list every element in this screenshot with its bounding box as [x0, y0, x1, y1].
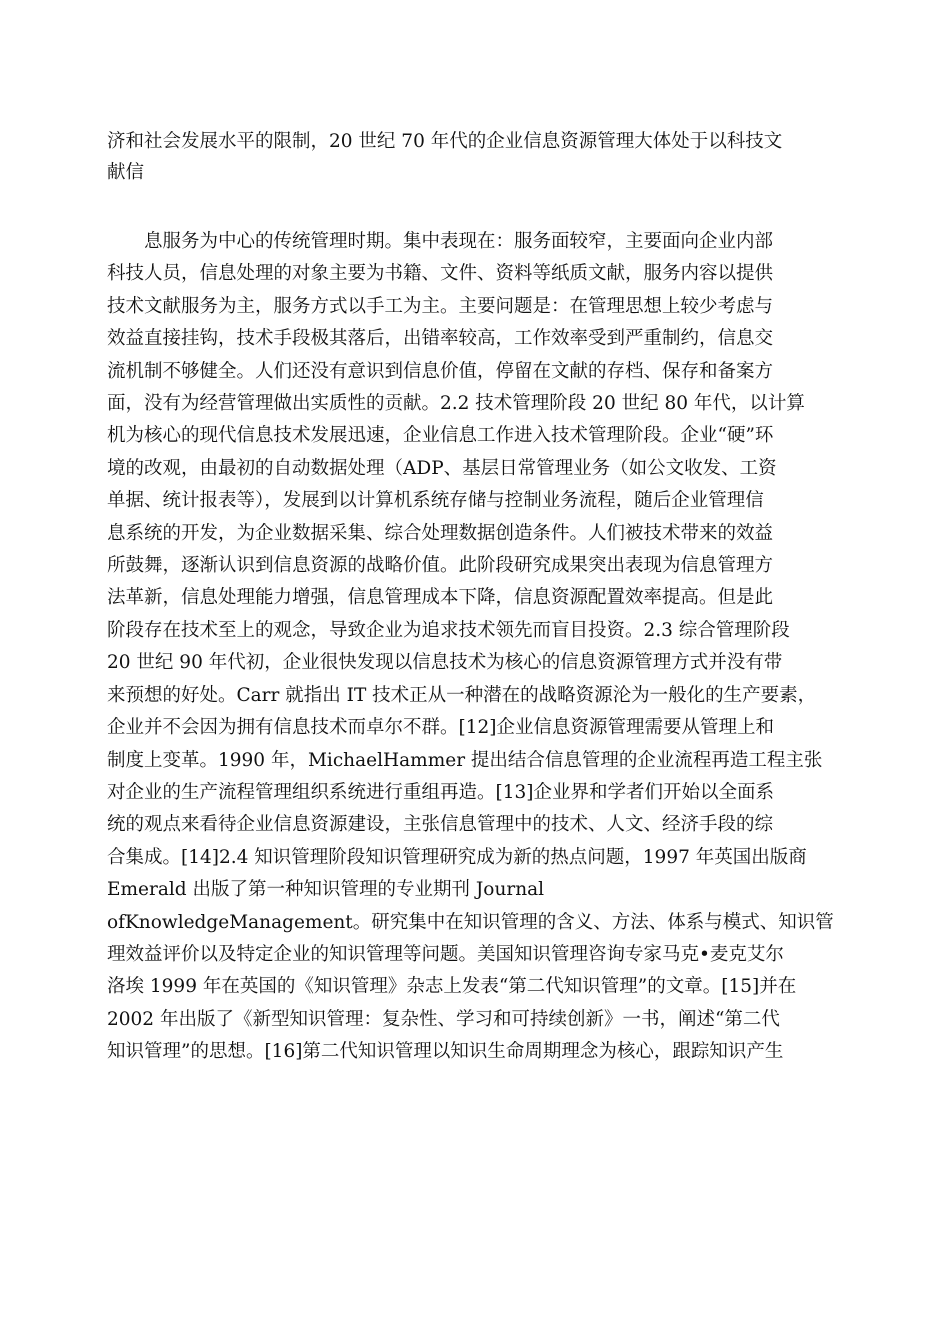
text-line: 息服务为中心的传统管理时期。集中表现在：服务面较窄，主要面向企业内部: [144, 231, 774, 252]
text-line: Emerald 出版了第一种知识管理的专业期刊 Journal: [107, 879, 545, 901]
text-line: 洛埃 1999 年在英国的《知识管理》杂志上发表“第二代知识管理”的文章。[15]并在: [107, 976, 797, 998]
text-line: 面，没有为经营管理做出实质性的贡献。2.2 技术管理阶段 20 世纪 80 年代，以计算: [107, 393, 805, 415]
text-line: 科技人员，信息处理的对象主要为书籍、文件、资料等纸质文献，服务内容以提供: [107, 263, 774, 285]
text-line: 境的改观，由最初的自动数据处理（ADP、基层日常管理业务（如公文收发、工资: [107, 457, 777, 479]
text-line: 机为核心的现代信息技术发展迅速，企业信息工作进入技术管理阶段。企业“硬”环: [107, 425, 774, 447]
text-line: 企业并不会因为拥有信息技术而卓尔不群。[12]企业信息资源管理需要从管理上和: [107, 717, 774, 739]
text-line: 息系统的开发，为企业数据采集、综合处理数据创造条件。人们被技术带来的效益: [107, 522, 774, 544]
text-line: 2002 年出版了《新型知识管理：复杂性、学习和可持续创新》一书，阐述“第二代: [107, 1008, 780, 1030]
text-line: 技术文献服务为主，服务方式以手工为主。主要问题是：在管理思想上较少考虑与: [107, 295, 774, 317]
text-line: 法革新，信息处理能力增强，信息管理成本下降，信息资源配置效率提高。但是此: [107, 587, 774, 609]
text-line: 流机制不够健全。人们还没有意识到信息价值，停留在文献的存档、保存和备案方: [107, 360, 774, 382]
body-paragraph: [107, 226, 847, 1069]
text-line: 知识管理”的思想。[16]第二代知识管理以知识生命周期理念为核心，跟踪知识产生: [107, 1041, 784, 1063]
text-line: 所鼓舞，逐渐认识到信息资源的战略价值。此阶段研究成果突出表现为信息管理方: [107, 555, 774, 577]
text-line: 阶段存在技术至上的观念，导致企业为追求技术领先而盲目投资。2.3 综合管理阶段: [107, 619, 790, 641]
paragraph-fragment: [107, 126, 847, 188]
text-line: 来预想的好处。Carr 就指出 IT 技术正从一种潜在的战略资源沦为一般化的生产要素，: [107, 684, 817, 706]
text-line: 单据、统计报表等），发展到以计算机系统存储与控制业务流程，随后企业管理信: [107, 490, 764, 512]
text-line: ofKnowledgeManagement。研究集中在知识管理的含义、方法、体系与模式、知识管: [107, 911, 834, 933]
text-line: 制度上变革。1990 年，MichaelHammer 提出结合信息管理的企业流程再造工程主张: [107, 749, 823, 771]
text-line: 理效益评价以及特定企业的知识管理等问题。美国知识管理咨询专家马克•麦克艾尔: [107, 943, 784, 965]
text-line: 济和社会发展水平的限制，20 世纪 70 年代的企业信息资源管理大体处于以科技文: [107, 131, 783, 152]
text-line: 对企业的生产流程管理组织系统进行重组再造。[13]企业界和学者们开始以全面系: [107, 781, 774, 803]
text-line: 效益直接挂钩，技术手段极其落后，出错率较高，工作效率受到严重制约，信息交: [107, 328, 774, 350]
text-line: 献信: [107, 162, 145, 183]
text-line: 20 世纪 90 年代初，企业很快发现以信息技术为核心的信息资源管理方式并没有带: [107, 652, 783, 674]
text-line: 合集成。[14]2.4 知识管理阶段知识管理研究成为新的热点问题，1997 年英国出版商: [107, 846, 807, 868]
text-line: 统的观点来看待企业信息资源建设，主张信息管理中的技术、人文、经济手段的综: [107, 814, 774, 836]
